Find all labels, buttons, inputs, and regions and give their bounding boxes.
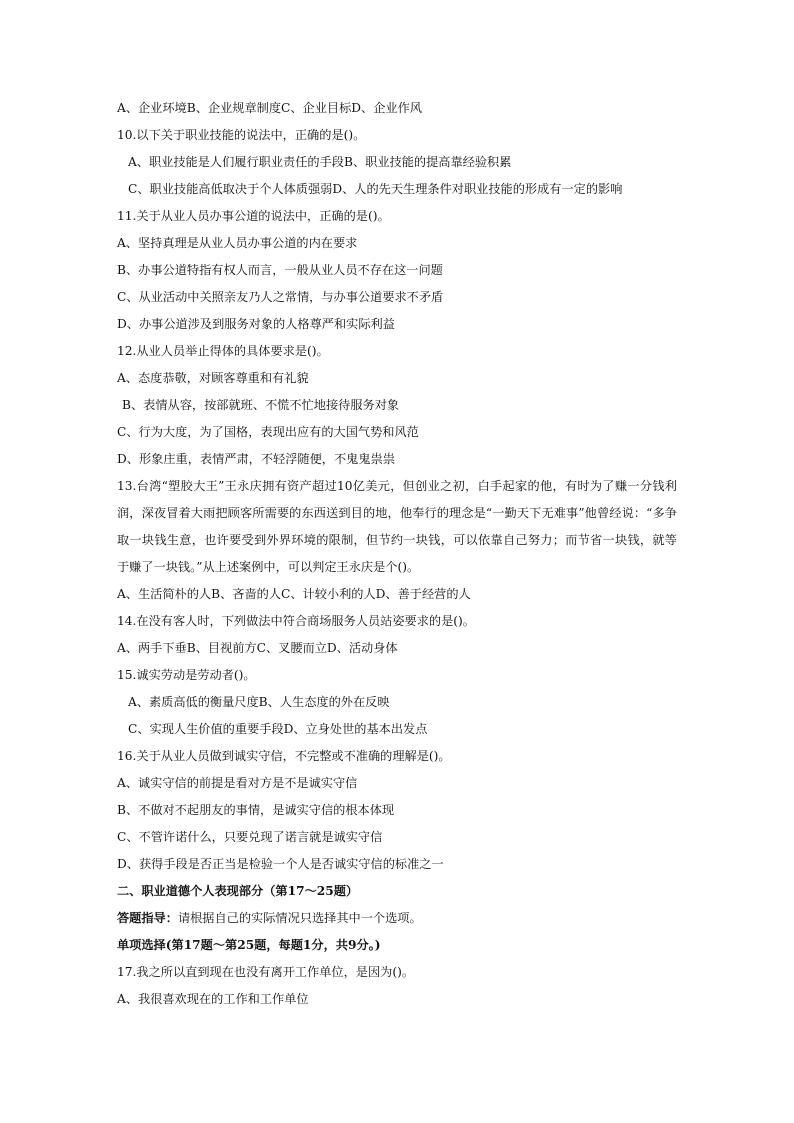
q11-stem: 11.关于从业人员办事公道的说法中，正确的是()。 <box>117 209 390 223</box>
q10-stem: 10.以下关于职业技能的说法中，正确的是()。 <box>117 128 366 142</box>
q16-option-b: B、不做对不起朋友的事情，是诚实守信的根本体现 <box>117 803 395 817</box>
single-choice-heading <box>117 937 381 953</box>
q12-option-d: D、形象庄重，表情严肃，不轻浮随便，不鬼鬼祟祟 <box>117 452 395 466</box>
q12-option-c: C、行为大度，为了国格，表现出应有的大国气势和风范 <box>117 425 419 439</box>
q14-options: A、两手下垂B、目视前方C、叉腰而立D、活动身体 <box>117 641 398 655</box>
q13-stem: 13.台湾“塑胶大王”王永庆拥有资产超过10亿美元，但创业之初，白手起家的他，有时为了赚一分钱利润，深夜冒着大雨把顾客所需要的东西送到目的地，他奉行的理念是“一勤天下无难事”他曾经说：“多争取一块钱生意，也许要受到外界环境的限制，但节约一块钱，可以依靠自己努力；而节省一块钱，就等于赚了一块钱。”从上述案例中，可以判定王永庆是个()。 <box>117 479 677 574</box>
q10-options-ab: A、职业技能是人们履行职业责任的手段B、职业技能的提高靠经验积累 <box>128 155 512 169</box>
q12-stem: 12.从业人员举止得体的具体要求是()。 <box>117 344 329 358</box>
q9-options: A、企业环境B、企业规章制度C、企业目标D、企业作风 <box>117 101 422 115</box>
q16-option-c: C、不管许诺什么，只要兑现了诺言就是诚实守信 <box>117 830 383 844</box>
q15-options-cd: C、实现人生价值的重要手段D、立身处世的基本出发点 <box>128 722 428 736</box>
q11-option-c: C、从业活动中关照亲友乃人之常情，与办事公道要求不矛盾 <box>117 290 444 304</box>
q11-option-b: B、办事公道特指有权人而言，一般从业人员不存在这一问题 <box>117 263 443 277</box>
single-choice-label: 单项选择 <box>117 938 166 952</box>
q12-option-a: A、态度恭敬，对顾客尊重和有礼貌 <box>117 371 309 385</box>
section-two-heading: 二、职业道德个人表现部分（第17～25题） <box>117 884 359 898</box>
q11-option-d: D、办事公道涉及到服务对象的人格尊严和实际利益 <box>117 317 395 331</box>
q14-stem: 14.在没有客人时，下列做法中符合商场服务人员站姿要求的是()。 <box>117 614 475 628</box>
q16-option-d: D、获得手段是否正当是检验一个人是否诚实守信的标准之一 <box>117 857 444 871</box>
q10-options-cd: C、职业技能高低取决于个人体质强弱D、人的先天生理条件对职业技能的形成有一定的影响 <box>128 182 623 196</box>
guidance-text: 请根据自己的实际情况只选择其中一个选项。 <box>177 911 422 925</box>
q12-option-b: B、表情从容，按部就班、不慌不忙地接待服务对象 <box>122 398 400 412</box>
single-choice-note: (第17题～第25题，每题1分，共9分。) <box>165 938 381 952</box>
guidance-label: 答题指导： <box>117 911 178 925</box>
q15-options-ab: A、素质高低的衡量尺度B、人生态度的外在反映 <box>128 695 390 709</box>
q16-option-a: A、诚实守信的前提是看对方是不是诚实守信 <box>117 776 358 790</box>
q17-option-a: A、我很喜欢现在的工作和工作单位 <box>117 992 309 1006</box>
q17-stem: 17.我之所以直到现在也没有离开工作单位，是因为()。 <box>117 965 415 979</box>
q15-stem: 15.诚实劳动是劳动者()。 <box>117 668 256 682</box>
answer-guidance <box>117 910 422 926</box>
q13-options: A、生活简朴的人B、吝啬的人C、计较小利的人D、善于经营的人 <box>117 587 471 601</box>
q11-option-a: A、坚持真理是从业人员办事公道的内在要求 <box>117 236 358 250</box>
q16-stem: 16.关于从业人员做到诚实守信，不完整或不准确的理解是()。 <box>117 749 451 763</box>
